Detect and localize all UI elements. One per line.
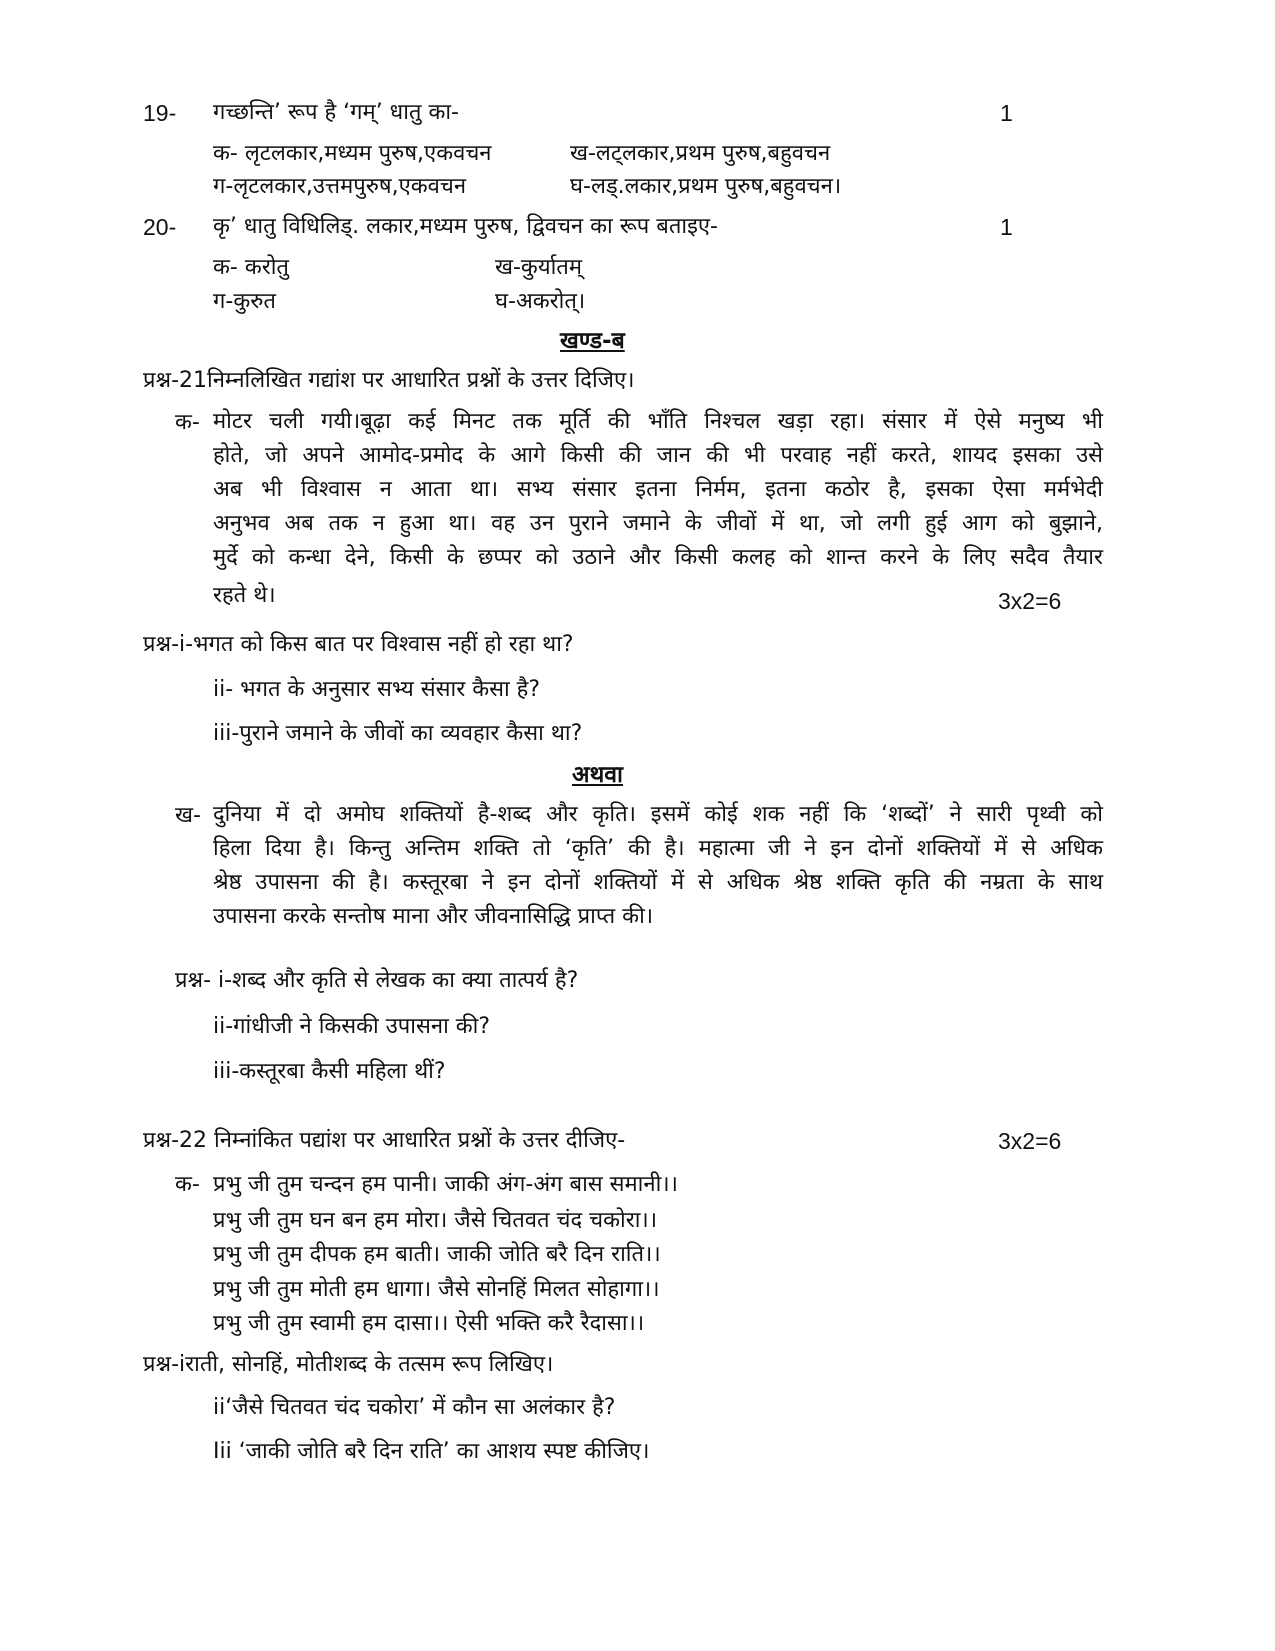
q21-passage-a-label: क- bbox=[175, 410, 200, 435]
q19-option-gha: घ-लड्.लकार,प्रथम पुरुष,बहुवचन। bbox=[570, 174, 842, 199]
q19-marks: 1 bbox=[1000, 100, 1013, 126]
q21-question-a-1: प्रश्न-i-भगत को किस बात पर विश्वास नहीं हो रहा था? bbox=[143, 632, 574, 657]
q19-option-ka: क- लृटलकार,मध्यम पुरुष,एकवचन bbox=[213, 141, 492, 166]
q21-passage-b-label: ख- bbox=[175, 803, 201, 828]
q22-question-3: Iii ‘जाकी जोति बरै दिन राति’ का आशय स्पष्ट कीजिए। bbox=[213, 1439, 650, 1464]
q22-verse-label: क- bbox=[175, 1172, 200, 1197]
passage-a-line: अब भी विश्वास न आता था। सभ्य संसार इतना निर्मम, इतना कठोर है, इसका ऐसा मर्मभेदी bbox=[213, 477, 1103, 502]
q19-number: 19- bbox=[143, 100, 177, 126]
passage-a-line: मुर्दे को कन्धा देने, किसी के छप्पर को उठाने और किसी कलह को शान्त करने के लिए सदैव तैयार bbox=[213, 545, 1103, 570]
q20-number: 20- bbox=[143, 214, 177, 240]
q21-question-b-1: प्रश्न- i-शब्द और कृति से लेखक का क्या तात्पर्य है? bbox=[175, 968, 579, 993]
q20-question: कृ’ धातु विधिलिड्. लकार,मध्यम पुरुष, द्विवचन का रूप बताइए- bbox=[213, 214, 718, 239]
q19-option-kha: ख-लट्लकार,प्रथम पुरुष,बहुवचन bbox=[570, 141, 831, 166]
q21-passage-b bbox=[213, 798, 1103, 934]
q21-question-a-3: iii-पुराने जमाने के जीवों का व्यवहार कैसा था? bbox=[213, 721, 583, 746]
q22-verse-line: प्रभु जी तुम स्वामी हम दासा।। ऐसी भक्ति करै रैदासा।। bbox=[213, 1311, 645, 1336]
passage-a-line: रहते थे। bbox=[213, 583, 276, 608]
q22-verse-line: प्रभु जी तुम मोती हम धागा। जैसे सोनहिं मिलत सोहागा।। bbox=[213, 1277, 660, 1302]
passage-a-line: अनुभव अब तक न हुआ था। वह उन पुराने जमाने के जीवों में था, जो लगी हुई आग को बुझाने, bbox=[213, 511, 1103, 536]
passage-a-line: मोटर चली गयी।बूढ़ा कई मिनट तक मूर्ति की भाँति निश्चल खड़ा रहा। संसार में ऐसे मनुष्य भी bbox=[213, 409, 1103, 434]
q21-question-b-3: iii-कस्तूरबा कैसी महिला थीं? bbox=[213, 1059, 446, 1084]
q21-question-b-2: ii-गांधीजी ने किसकी उपासना की? bbox=[213, 1014, 491, 1039]
q20-option-kha: ख-कुर्यातम् bbox=[495, 255, 582, 280]
q19-option-ga: ग-लृटलकार,उत्तमपुरुष,एकवचन bbox=[213, 174, 467, 199]
or-heading: अथवा bbox=[572, 762, 624, 788]
q22-verse-line: प्रभु जी तुम दीपक हम बाती। जाकी जोति बरै दिन राति।। bbox=[213, 1242, 661, 1267]
q20-option-gha: घ-अकरोत्। bbox=[495, 289, 586, 314]
q22-question-1: प्रश्न-iराती, सोनहिं, मोतीशब्द के तत्सम रूप लिखिए। bbox=[143, 1352, 554, 1377]
q20-option-ga: ग-कुरुत bbox=[213, 289, 276, 314]
passage-b-line: श्रेष्ठ उपासना की है। कस्तूरबा ने इन दोनों शक्तियों में से अधिक श्रेष्ठ शक्ति कृति की नम्रता के साथ bbox=[213, 870, 1103, 895]
q22-prompt: प्रश्न-22 निम्नांकित पद्यांश पर आधारित प्रश्नों के उत्तर दीजिए- bbox=[143, 1128, 626, 1153]
q20-marks: 1 bbox=[1000, 214, 1013, 240]
q21-prompt: प्रश्न-21निम्नलिखित गद्यांश पर आधारित प्रश्नों के उत्तर दिजिए। bbox=[143, 368, 635, 393]
q21-marks: 3x2=6 bbox=[998, 588, 1062, 614]
q22-verse-line: प्रभु जी तुम चन्दन हम पानी। जाकी अंग-अंग बास समानी।। bbox=[213, 1172, 678, 1197]
passage-b-line: हिला दिया है। किन्तु अन्तिम शक्ति तो ‘कृति’ की है। महात्मा जी ने इन दोनों शक्तियों में से अधिक bbox=[213, 836, 1103, 861]
passage-b-line: दुनिया में दो अमोघ शक्तियों है-शब्द और कृति। इसमें कोई शक नहीं कि ‘शब्दों’ ने सारी पृथ्वी को bbox=[213, 802, 1103, 827]
q22-question-2: ii‘जैसे चितवत चंद चकोरा’ में कौन सा अलंकार है? bbox=[213, 1395, 616, 1420]
q19-question: गच्छन्ति’ रूप है ‘गम्’ धातु का- bbox=[213, 100, 459, 125]
section-b-heading: खण्ड-ब bbox=[560, 328, 625, 354]
passage-a-line: होते, जो अपने आमोद-प्रमोद के आगे किसी की जान की भी परवाह नहीं करते, शायद इसका उसे bbox=[213, 443, 1103, 468]
q21-passage-a bbox=[213, 405, 1103, 613]
q22-verse-line: प्रभु जी तुम घन बन हम मोरा। जैसे चितवत चंद चकोरा।। bbox=[213, 1208, 658, 1233]
q22-marks: 3x2=6 bbox=[998, 1128, 1062, 1154]
q20-option-ka: क- करोतु bbox=[213, 255, 289, 280]
passage-b-line: उपासना करके सन्तोष माना और जीवनासिद्धि प्राप्त की। bbox=[213, 904, 654, 929]
q21-question-a-2: ii- भगत के अनुसार सभ्य संसार कैसा है? bbox=[213, 677, 541, 702]
